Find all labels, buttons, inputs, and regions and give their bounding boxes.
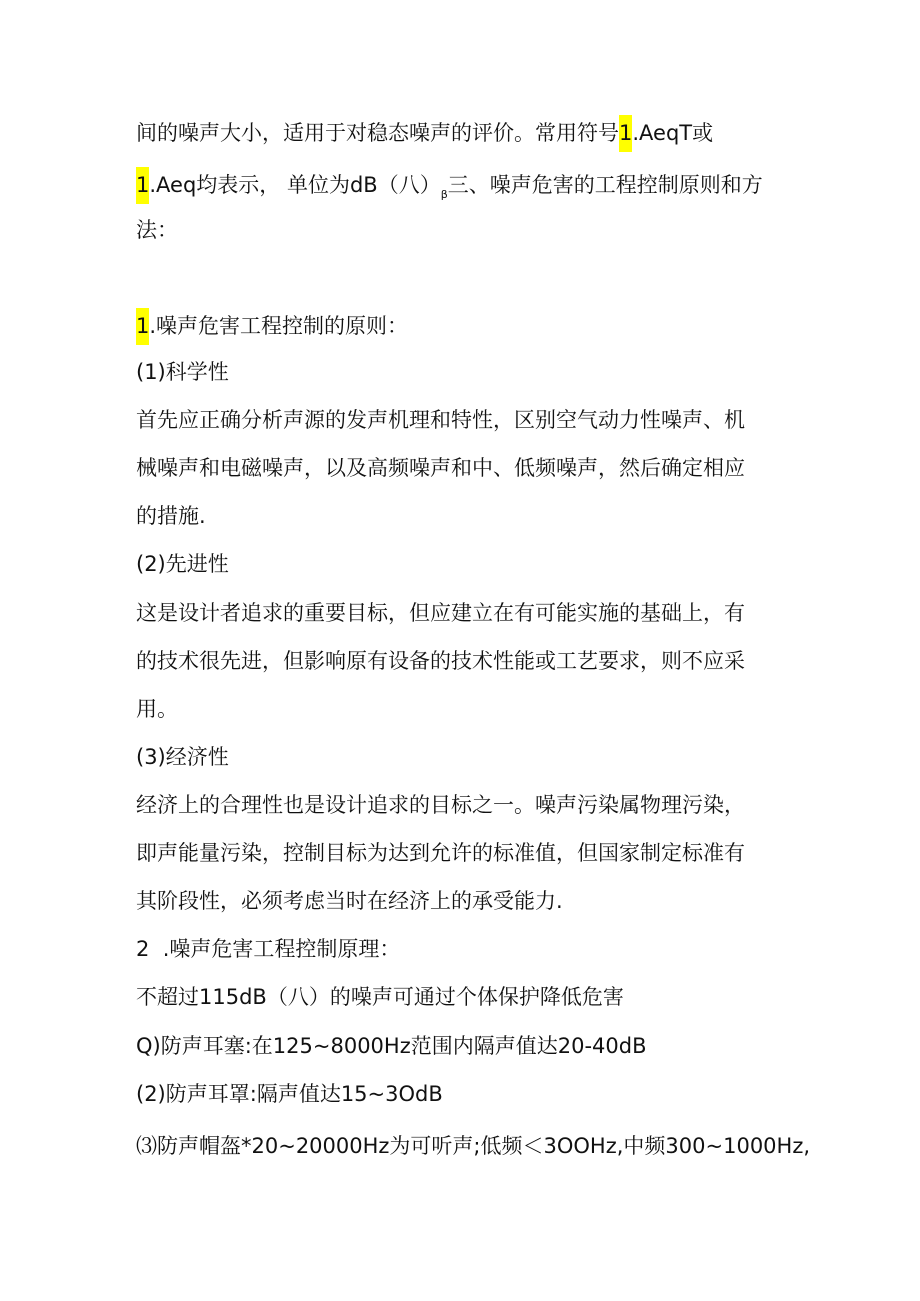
line-text: ⑶防声帽盔*20~20000Hz为可听声;低频＜3OOHz,中频300~1000Hz, <box>136 1134 811 1158</box>
text-line <box>136 115 713 152</box>
line-text: 间的噪声大小，适用于对稳态噪声的评价。常用符号 <box>136 121 619 145</box>
subscript-mark: β <box>440 188 448 201</box>
text-line <box>136 1079 443 1109</box>
line-text: 2 .噪声危害工程控制原理： <box>136 937 401 961</box>
subheading <box>136 742 229 772</box>
section-heading <box>136 308 408 345</box>
text-line <box>136 838 745 868</box>
text-line <box>136 1031 647 1061</box>
line-text: (2)先进性 <box>136 552 229 576</box>
line-text: 其阶段性，必须考虑当时在经济上的承受能力. <box>136 889 563 913</box>
line-text: 法： <box>136 218 178 242</box>
section-heading <box>136 934 400 964</box>
subheading <box>136 357 229 387</box>
line-text: (3)经济性 <box>136 745 229 769</box>
text-line <box>136 598 745 628</box>
text-line <box>136 646 745 676</box>
text-line <box>136 501 206 531</box>
text-line <box>136 1131 810 1161</box>
text-line <box>136 694 178 724</box>
line-text: .Aeq均表示， 单位为dB（八） <box>149 173 441 197</box>
text-line <box>136 790 745 820</box>
highlighted-number: 1 <box>136 167 149 204</box>
text-line <box>136 886 563 916</box>
line-text: 首先应正确分析声源的发声机理和特性，区别空气动力性噪声、机 <box>136 408 745 432</box>
text-line <box>136 215 178 245</box>
line-text: 不超过115dB（八）的噪声可通过个体保护降低危害 <box>136 985 624 1009</box>
text-line <box>136 167 763 210</box>
line-text: 这是设计者追求的重要目标，但应建立在有可能实施的基础上，有 <box>136 601 745 625</box>
line-text: .噪声危害工程控制的原则： <box>149 314 409 338</box>
line-text: 三、噪声危害的工程控制原则和方 <box>447 173 763 197</box>
text-line <box>136 982 624 1012</box>
text-line <box>136 405 745 435</box>
line-text: 的技术很先进，但影响原有设备的技术性能或工艺要求，则不应采 <box>136 649 745 673</box>
highlighted-number: 1 <box>619 115 632 152</box>
text-line <box>136 453 745 483</box>
subheading <box>136 549 229 579</box>
line-text: (1)科学性 <box>136 360 229 384</box>
line-text: 械噪声和电磁噪声，以及高频噪声和中、低频噪声，然后确定相应 <box>136 456 745 480</box>
line-text: .AeqT或 <box>632 121 714 145</box>
line-text: 的措施. <box>136 504 206 528</box>
line-text: (2)防声耳罩:隔声值达15~3OdB <box>136 1082 443 1106</box>
line-text: 经济上的合理性也是设计追求的目标之一。噪声污染属物理污染， <box>136 793 745 817</box>
line-text: 即声能量污染，控制目标为达到允许的标准值，但国家制定标准有 <box>136 841 745 865</box>
line-text: Q)防声耳塞:在125~8000Hz范围内隔声值达20-40dB <box>136 1034 647 1058</box>
line-text: 用。 <box>136 697 178 721</box>
highlighted-number: 1 <box>136 308 149 345</box>
